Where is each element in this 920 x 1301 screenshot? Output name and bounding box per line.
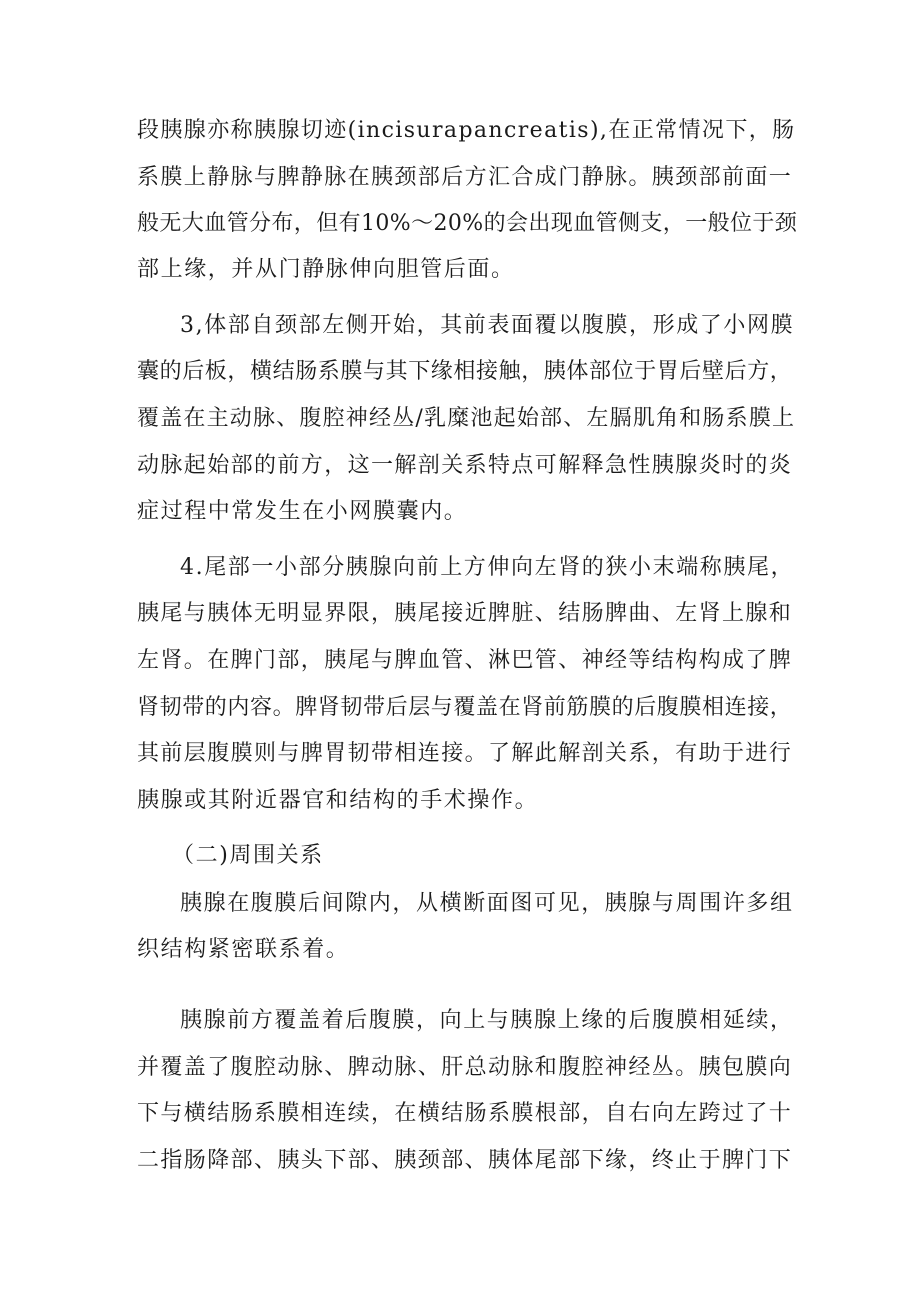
section-heading: （二)周围关系	[172, 843, 324, 868]
text-line: 段胰腺亦称胰腺切迹(incisurapancreatis),在正常情况下，肠	[137, 118, 796, 143]
text-line: 系膜上静脉与脾静脉在胰颈部后方汇合成门静脉。胰颈部前面一	[137, 165, 793, 190]
text-line: 并覆盖了腹腔动脉、脾动脉、肝总动脉和腹腔神经丛。胰包膜向	[137, 1055, 793, 1080]
text-line: 般无大血管分布，但有10%～20%的会出现血管侧支，一般位于颈	[137, 211, 798, 236]
text-line: 囊的后板，横结肠系膜与其下缘相接触，胰体部位于胃后壁后方，	[137, 359, 793, 384]
text-line: 二指肠降部、胰头下部、胰颈部、胰体尾部下缘，终止于脾门下	[137, 1148, 793, 1173]
text-line: 部上缘，并从门静脉伸向胆管后面。	[137, 257, 515, 282]
paragraph-start-line: 胰腺在腹膜后间隙内，从横断面图可见，胰腺与周围许多组	[180, 891, 794, 916]
text-line: 症过程中常发生在小网膜囊内。	[137, 499, 468, 524]
text-line: 下与横结肠系膜相连续，在横结肠系膜根部，自右向左跨过了十	[137, 1101, 793, 1126]
text-line: 动脉起始部的前方，这一解剖关系特点可解释急性胰腺炎时的炎	[137, 453, 793, 478]
text-line: 覆盖在主动脉、腹腔神经丛/乳糜池起始部、左膈肌角和肠系膜上	[137, 406, 796, 431]
paragraph-start-line: 胰腺前方覆盖着后腹膜，向上与胰腺上缘的后腹膜相延续，	[180, 1008, 794, 1033]
text-line: 织结构紧密联系着。	[137, 937, 350, 962]
text-line: 胰尾与胰体无明显界限，胰尾接近脾脏、结肠脾曲、左肾上腺和	[137, 601, 793, 626]
paragraph-start-line: 4.尾部一小部分胰腺向前上方伸向左肾的狭小末端称胰尾，	[180, 555, 795, 580]
paragraph-start-line: 3,体部自颈部左侧开始，其前表面覆以腹膜，形成了小网膜	[180, 313, 795, 338]
text-line: 其前层腹膜则与脾胃韧带相连接。了解此解剖关系，有助于进行	[137, 741, 793, 766]
text-line: 肾韧带的内容。脾肾韧带后层与覆盖在肾前筋膜的后腹膜相连接，	[137, 695, 793, 720]
text-line: 左肾。在脾门部，胰尾与脾血管、淋巴管、神经等结构构成了脾	[137, 648, 793, 673]
text-line: 胰腺或其附近器官和结构的手术操作。	[137, 788, 539, 813]
